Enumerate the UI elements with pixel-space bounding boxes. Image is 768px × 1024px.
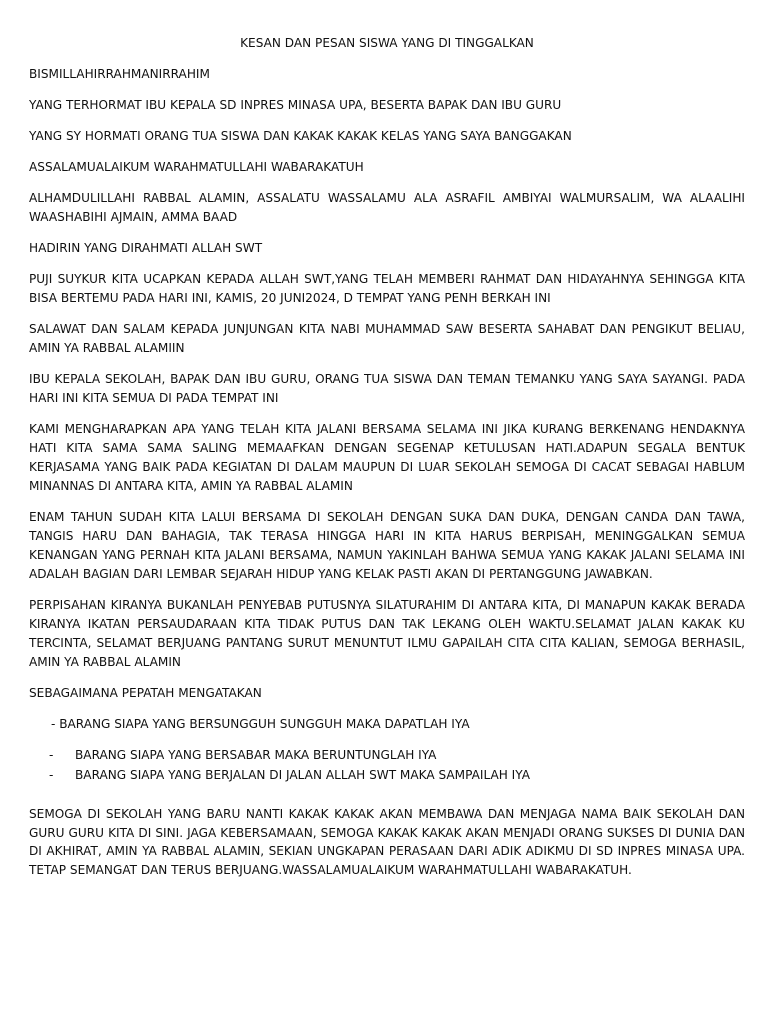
paragraph-farewell: PERPISAHAN KIRANYA BUKANLAH PENYEBAB PUTUSNYA SILATURAHIM DI ANTARA KITA, DI MANAPUN KAKAK BERADA KIRANYA IKATAN PERSAUDARAAN KITA TIDAK PUTUS DAN TAK LEKANG OLEH WAKTU.SELAMAT JALAN KAKAK KU TERCINTA, SELAMAT BERJUANG PANTANG SURUT MENUNTUT ILMU GAPAILAH CITA CITA KALIAN, SEMOGA BERHASIL, AMIN YA RABBAL ALAMIN (29, 598, 745, 669)
bullet-dash: - (49, 767, 54, 782)
paragraph-proverb-intro: SEBAGAIMANA PEPATAH MENGATAKAN (29, 685, 262, 700)
paragraph-basmalah: BISMILLAHIRRAHMANIRRAHIM (29, 66, 210, 81)
document-page (29, 34, 745, 892)
paragraph-greeting-parents: YANG SY HORMATI ORANG TUA SISWA DAN KAKAK KAKAK KELAS YANG SAYA BANGGAKAN (29, 129, 572, 144)
paragraph-closing: SEMOGA DI SEKOLAH YANG BARU NANTI KAKAK KAKAK AKAN MEMBAWA DAN MENJAGA NAMA BAIK SEKOLAH DAN GURU GURU KITA DI SINI. JAGA KEBERSAMAAN, SEMOGA KAKAK KAKAK AKAN MENJADI ORANG SUKSES DI DUNIA DAN DI AKHIRAT, AMIN YA RABBAL ALAMIN, SEKIAN UNGKAPAN PERASAAN DARI ADIK ADIKMU DI SD INPRES MINASA UPA. TETAP SEMANGAT DAN TERUS BERJUANG.WASSALAMUALAIKUM WARAHMATULLAHI WABARAKATUH. (29, 806, 745, 878)
document-title: KESAN DAN PESAN SISWA YANG DI TINGGALKAN (240, 36, 534, 50)
proverb-list (29, 746, 745, 785)
bullet-dash: - (49, 747, 54, 762)
list-item (29, 766, 745, 785)
paragraph-hamdalah: ALHAMDULILLAHI RABBAL ALAMIN, ASSALATU WASSALAMU ALA ASRAFIL AMBIYAI WALMURSALIM, WA ALAALIHI WAASHABIHI AJMAIN, AMMA BAAD (29, 191, 745, 225)
paragraph-salam: ASSALAMUALAIKUM WARAHMATULLAHI WABARAKATUH (29, 160, 364, 175)
paragraph-audience: HADIRIN YANG DIRAHMATI ALLAH SWT (29, 241, 263, 256)
paragraph-forgiveness: KAMI MENGHARAPKAN APA YANG TELAH KITA JALANI BERSAMA SELAMA INI JIKA KURANG BERKENANG HENDAKNYA HATI KITA SAMA SAMA SALING MEMAAFKAN DENGAN SEGENAP KETULUSAN HATI.ADAPUN SEGALA BENTUK KERJASAMA YANG BAIK PADA KEGIATAN DI DALAM MAUPUN DI LUAR SEKOLAH SEMOGA DI CACAT SEBAGAI HABLUM MINANNAS DI ANTARA KITA, AMIN YA RABBAL ALAMIN (29, 422, 745, 494)
list-item (29, 746, 745, 765)
proverb-line-1: - BARANG SIAPA YANG BERSUNGGUH SUNGGUH MAKA DAPATLAH IYA (51, 716, 470, 731)
list-item-text: BARANG SIAPA YANG BERJALAN DI JALAN ALLAH SWT MAKA SAMPAILAH IYA (75, 767, 530, 782)
paragraph-greeting-principal: YANG TERHORMAT IBU KEPALA SD INPRES MINASA UPA, BESERTA BAPAK DAN IBU GURU (29, 98, 562, 112)
paragraph-gratitude: PUJI SUYKUR KITA UCAPKAN KEPADA ALLAH SWT,YANG TELAH MEMBERI RAHMAT DAN HIDAYAHNYA SEHINGGA KITA BISA BERTEMU PADA HARI INI, KAMIS, 20 JUNI2024, D TEMPAT YANG PENH BERKAH INI (29, 272, 745, 306)
paragraph-salawat: SALAWAT DAN SALAM KEPADA JUNJUNGAN KITA NABI MUHAMMAD SAW BESERTA SAHABAT DAN PENGIKUT BELIAU, AMIN YA RABBAL ALAMIIN (29, 322, 745, 356)
paragraph-address: IBU KEPALA SEKOLAH, BAPAK DAN IBU GURU, ORANG TUA SISWA DAN TEMAN TEMANKU YANG SAYA SAYANGI. PADA HARI INI KITA SEMUA DI PADA TEMPAT INI (29, 372, 745, 406)
paragraph-six-years: ENAM TAHUN SUDAH KITA LALUI BERSAMA DI SEKOLAH DENGAN SUKA DAN DUKA, DENGAN CANDA DAN TAWA, TANGIS HARU DAN BAHAGIA, TAK TERASA HINGGA HARI IN KITA HARUS BERPISAH, MENINGGALKAN SEMUA KENANGAN YANG PERNAH KITA JALANI BERSAMA, NAMUN YAKINLAH BAHWA SEMUA YANG KAKAK JALANI SELAMA INI ADALAH BAGIAN DARI LEMBAR SEJARAH HIDUP YANG KELAK PASTI AKAN DI PERTANGGUNG JAWABKAN. (29, 510, 745, 581)
list-item-text: BARANG SIAPA YANG BERSABAR MAKA BERUNTUNGLAH IYA (75, 747, 437, 762)
